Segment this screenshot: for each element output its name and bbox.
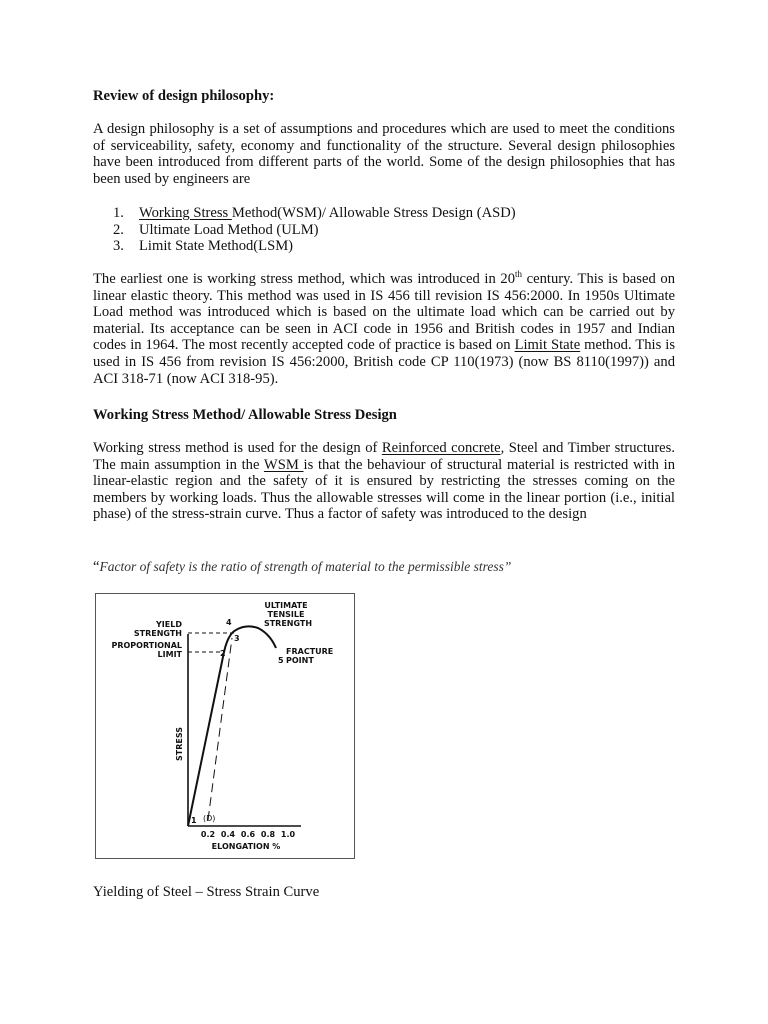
stress-axis-label: STRESS — [175, 726, 184, 762]
list-item-text: Method(WSM)/ Allowable Stress Design (ASD) — [231, 205, 516, 221]
point-3-label: 3 — [234, 634, 240, 643]
fracture-label: FRACTURE — [286, 647, 334, 656]
history-paragraph: The earliest one is working stress method, which was introduced in 20th century. This is based on linear elastic theory. This method was used in IS 456 till revision IS 456:2000. In 1950s Ultimate Load method was introduced which is based on the ultimate load which can be carried out by material. Its acceptance can be seen in ACI code in 1956 and British codes in 1957 and Indian codes in 1964. The most recently accepted code of practice is based on Limit State method. This is used in IS 456 from revision IS 456:2000, British code CP 110(1973) (now BS 8110(1997)) and ACI 318-71 (now ACI 318-95). — [93, 269, 675, 387]
tick-label: 0.8 — [260, 830, 276, 839]
list-item-text: Ultimate Load Method (ULM) — [139, 221, 319, 238]
superscript: th — [515, 269, 523, 279]
tensile-label: TENSILE — [267, 610, 305, 619]
list-item-text: Limit State Method(LSM) — [139, 238, 294, 255]
wsm-link[interactable]: WSM — [263, 456, 304, 473]
tick-label: 0.6 — [240, 830, 256, 839]
offset-line — [208, 638, 232, 820]
stress-strain-diagram — [96, 594, 354, 858]
section-heading-design-philosophy: Review of design philosophy: — [93, 88, 275, 104]
point-4-label: 4 — [226, 618, 232, 627]
list-number: 3. — [113, 238, 124, 255]
intro-paragraph: A design philosophy is a set of assumptions and procedures which are used to meet the conditions of serviceability, safety, economy and functionality of the structure. Several design philosophies have been introduced from different parts of the world. Some of the design philosophies that has been used by engineers are — [93, 121, 675, 187]
design-philosophy-list — [113, 205, 516, 255]
stress-strain-figure — [95, 593, 355, 859]
stress-strain-curve — [188, 626, 276, 826]
offset-marker-label: (D) — [203, 814, 216, 823]
yield-strength-label: STRENGTH — [133, 629, 182, 638]
tick-label: 1.0 — [280, 830, 296, 839]
strength-label: STRENGTH — [263, 619, 313, 628]
figure-caption: Yielding of Steel – Stress Strain Curve — [93, 884, 320, 900]
list-number: 1. — [113, 205, 124, 221]
point-5-label: 5 — [278, 656, 284, 665]
point-2-label: 2 — [220, 649, 226, 658]
wsm-paragraph: Working stress method is used for the design of Reinforced concrete, Steel and Timber structures. The main assumption in the WSM is that the behaviour of structural material is restricted with in linear-elastic region and the safety of it is ensured by restricting the stresses coming on the members by working loads. Thus the allowable stresses will come in the linear portion (i.e., initial phase) of the stress-strain curve. Thus a factor of safety was introduced to the design — [93, 440, 676, 523]
proportional-label: PROPORTIONAL — [111, 641, 182, 650]
point-1-label: 1 — [191, 816, 197, 825]
list-number: 2. — [113, 221, 124, 238]
ultimate-label: ULTIMATE — [264, 601, 308, 610]
elongation-axis-label: ELONGATION % — [211, 842, 281, 851]
list-item — [113, 222, 516, 239]
working-stress-link[interactable]: Working Stress — [139, 205, 232, 221]
factor-of-safety-quote: “Factor of safety is the ratio of strength of material to the permissible stress” — [93, 559, 512, 575]
list-item — [113, 205, 516, 222]
limit-state-link[interactable]: Limit State — [514, 337, 581, 354]
list-item — [113, 238, 516, 255]
tick-label: 0.4 — [220, 830, 236, 839]
point-label: POINT — [286, 656, 314, 665]
tick-label: 0.2 — [200, 830, 216, 839]
yield-label: YIELD — [156, 620, 182, 629]
reinforced-concrete-link[interactable]: Reinforced concrete — [381, 440, 501, 456]
limit-label: LIMIT — [157, 650, 182, 659]
section-heading-working-stress: Working Stress Method/ Allowable Stress Design — [93, 407, 397, 423]
